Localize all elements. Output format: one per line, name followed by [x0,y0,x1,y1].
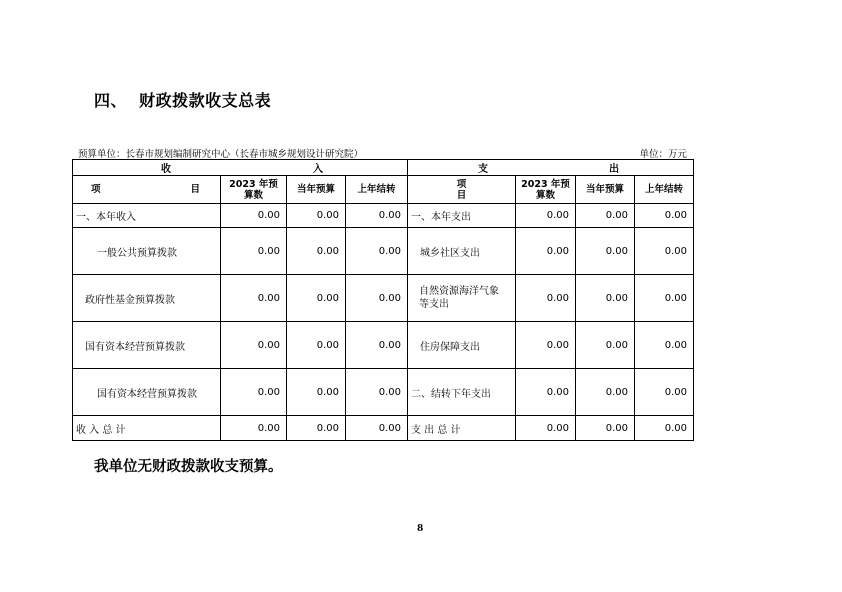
income-total-current-budget: 0.00 [287,416,346,441]
section-header-row [73,160,694,176]
expense-budget-2023: 0.00 [516,275,576,322]
expense-carryover: 0.00 [635,275,694,322]
income-budget-2023: 0.00 [221,369,287,416]
income-budget-2023: 0.00 [221,204,287,228]
expense-label [408,275,516,322]
column-header-row [73,176,694,204]
expense-carryover: 0.00 [635,322,694,369]
income-carryover: 0.00 [346,369,408,416]
income-budget-2023: 0.00 [221,228,287,275]
income-total-label: 收 入 总 计 [73,416,221,441]
expense-section-header [408,160,694,176]
expense-label: 住房保障支出 [408,322,516,369]
income-item-header [73,176,221,204]
income-carryover: 0.00 [346,228,408,275]
currency-unit-label: 单位：万元 [639,149,687,160]
expense-current-budget-header: 当年预算 [576,176,635,204]
income-budget-2023: 0.00 [221,322,287,369]
income-carryover: 0.00 [346,322,408,369]
expense-label: 城乡社区支出 [408,228,516,275]
table-row [73,369,694,416]
section-heading: 四、 财政拨款收支总表 [94,91,272,110]
item-char-1: 项 [91,184,101,195]
expense-label-text: 自然资源海洋气象等支出 [419,286,499,310]
no-budget-note: 我单位无财政拨款收支预算。 [94,459,283,475]
income-section-header [73,160,408,176]
expense-head-char-2: 出 [609,164,619,175]
income-label: 一、本年收入 [73,204,221,228]
expense-carryover: 0.00 [635,369,694,416]
expense-label: 二、结转下年支出 [408,369,516,416]
income-current-budget: 0.00 [287,322,346,369]
budget-unit-label: 预算单位：长春市规划编制研究中心（长春市城乡规划设计研究院） [78,149,364,160]
income-current-budget: 0.00 [287,204,346,228]
expense-label: 一、本年支出 [408,204,516,228]
expense-carryover: 0.00 [635,228,694,275]
table-row [73,228,694,275]
expense-total-label: 支 出 总 计 [408,416,516,441]
table-row [73,275,694,322]
income-budget-2023: 0.00 [221,275,287,322]
income-current-budget: 0.00 [287,369,346,416]
income-current-budget: 0.00 [287,228,346,275]
income-head-char-2: 入 [313,164,323,175]
income-budget-2023-header: 2023 年预算数 [221,176,287,204]
expense-current-budget: 0.00 [576,228,635,275]
expense-budget-2023: 0.00 [516,369,576,416]
expense-budget-2023: 0.00 [516,228,576,275]
income-carryover: 0.00 [346,275,408,322]
expense-total-current-budget: 0.00 [576,416,635,441]
expense-current-budget: 0.00 [576,369,635,416]
income-carryover-header: 上年结转 [346,176,408,204]
table-row [73,322,694,369]
expense-head-char-1: 支 [478,164,488,175]
expense-item-header: 项 目 [408,176,516,204]
income-head-char-1: 收 [161,164,171,175]
expense-current-budget: 0.00 [576,204,635,228]
income-carryover: 0.00 [346,204,408,228]
expense-current-budget: 0.00 [576,275,635,322]
expense-budget-2023: 0.00 [516,204,576,228]
income-total-budget-2023: 0.00 [221,416,287,441]
income-current-budget-header: 当年预算 [287,176,346,204]
fiscal-appropriation-table [72,159,694,441]
expense-budget-2023: 0.00 [516,322,576,369]
income-current-budget: 0.00 [287,275,346,322]
income-label: 一般公共预算拨款 [73,228,221,275]
income-total-carryover: 0.00 [346,416,408,441]
total-row [73,416,694,441]
expense-total-carryover: 0.00 [635,416,694,441]
item-char-2: 目 [190,184,200,195]
income-label: 政府性基金预算拨款 [73,275,221,322]
income-label: 国有资本经营预算拨款 [73,369,221,416]
expense-carryover: 0.00 [635,204,694,228]
expense-current-budget: 0.00 [576,322,635,369]
expense-budget-2023-header: 2023 年预算数 [516,176,576,204]
table-row [73,204,694,228]
page-number: 8 [417,524,424,534]
expense-total-budget-2023: 0.00 [516,416,576,441]
expense-carryover-header: 上年结转 [635,176,694,204]
income-label: 国有资本经营预算拨款 [73,322,221,369]
